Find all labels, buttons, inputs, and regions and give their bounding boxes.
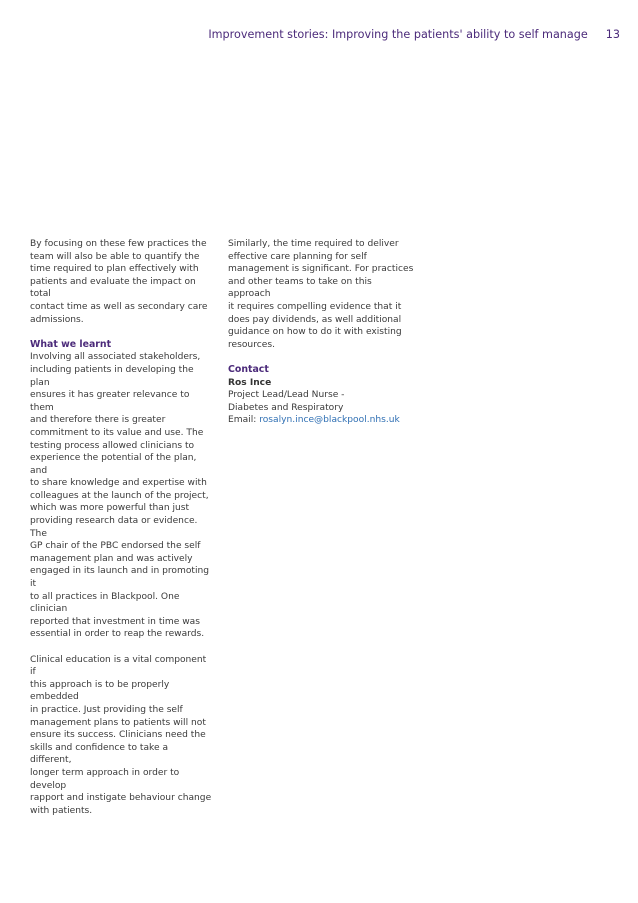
text-line: longer term approach in order to develop — [30, 767, 180, 791]
what-we-learnt-paragraph — [30, 351, 212, 641]
running-title: Improvement stories: Improving the patients' ability to self manage — [208, 28, 588, 41]
text-line: colleagues at the launch of the project, — [30, 490, 209, 501]
text-line: essential in order to reap the rewards. — [30, 629, 205, 640]
text-line: to all practices in Blackpool. One clinician — [30, 591, 180, 615]
email-link[interactable]: rosalyn.ince@blackpool.nhs.uk — [259, 415, 400, 426]
text-line: testing process allowed clinicians to — [30, 440, 195, 451]
email-label: Email: — [228, 415, 260, 426]
text-line: ensure its success. Clinicians need the — [30, 730, 206, 741]
contact-heading: Contact — [228, 363, 269, 375]
text-line: patients and evaluate the impact on total — [30, 276, 196, 300]
text-line: management plan and was actively — [30, 553, 193, 564]
text-line: with patients. — [30, 805, 93, 816]
text-line: Clinical education is a vital component if — [30, 654, 207, 678]
text-line: providing research data or evidence. The — [30, 516, 198, 539]
text-line: reported that investment in time was — [30, 616, 200, 627]
text-line: guidance on how to do it with existing — [228, 327, 402, 338]
left-column — [30, 238, 212, 817]
text-line: to share knowledge and expertise with — [30, 478, 207, 489]
text-line: including patients in developing the plan — [30, 364, 194, 388]
text-line: management plans to patients will not — [30, 717, 206, 728]
text-line: experience the potential of the plan, and — [30, 453, 197, 476]
text-line: and therefore there is greater — [30, 415, 166, 426]
text-line: management is significant. For practices — [228, 264, 414, 275]
text-line: By focusing on these few practices the — [30, 239, 207, 249]
contact-block — [228, 364, 414, 427]
text-line: engaged in its launch and in promoting it — [30, 566, 210, 590]
similarly-paragraph — [228, 238, 414, 351]
what-we-learnt-heading: What we learnt — [30, 338, 112, 350]
text-line: which was more powerful than just — [30, 503, 190, 514]
text-line: this approach is to be properly embedded — [30, 679, 170, 703]
contact-email-line — [228, 414, 414, 427]
text-line: in practice. Just providing the self — [30, 704, 183, 715]
text-line: admissions. — [30, 314, 84, 325]
contact-role-line: Project Lead/Lead Nurse - — [228, 390, 345, 401]
contact-role-line: Diabetes and Respiratory — [228, 402, 344, 413]
text-line: Involving all associated stakeholders, — [30, 352, 201, 363]
page-number: 13 — [605, 28, 620, 41]
text-line: time required to plan effectively with — [30, 264, 199, 275]
text-line: and other teams to take on this approach — [228, 276, 372, 300]
text-line: commitment to its value and use. The — [30, 427, 204, 438]
text-line: ensures it has greater relevance to them — [30, 390, 190, 413]
right-column — [228, 238, 414, 427]
text-line: Similarly, the time required to deliver — [228, 239, 399, 249]
text-line: it requires compelling evidence that it — [228, 301, 402, 312]
text-line: team will also be able to quantify the — [30, 251, 200, 262]
page-header — [208, 28, 620, 41]
text-line: effective care planning for self — [228, 251, 367, 262]
text-line: skills and confidence to take a different, — [30, 742, 169, 766]
intro-paragraph — [30, 238, 212, 326]
text-line: contact time as well as secondary care — [30, 301, 208, 312]
text-line: resources. — [228, 339, 275, 350]
text-line: does pay dividends, as well additional — [228, 314, 402, 325]
clinical-education-paragraph — [30, 654, 212, 818]
text-line: GP chair of the PBC endorsed the self — [30, 541, 201, 552]
text-line: rapport and instigate behaviour change — [30, 793, 212, 804]
contact-name: Ros Ince — [228, 377, 272, 388]
